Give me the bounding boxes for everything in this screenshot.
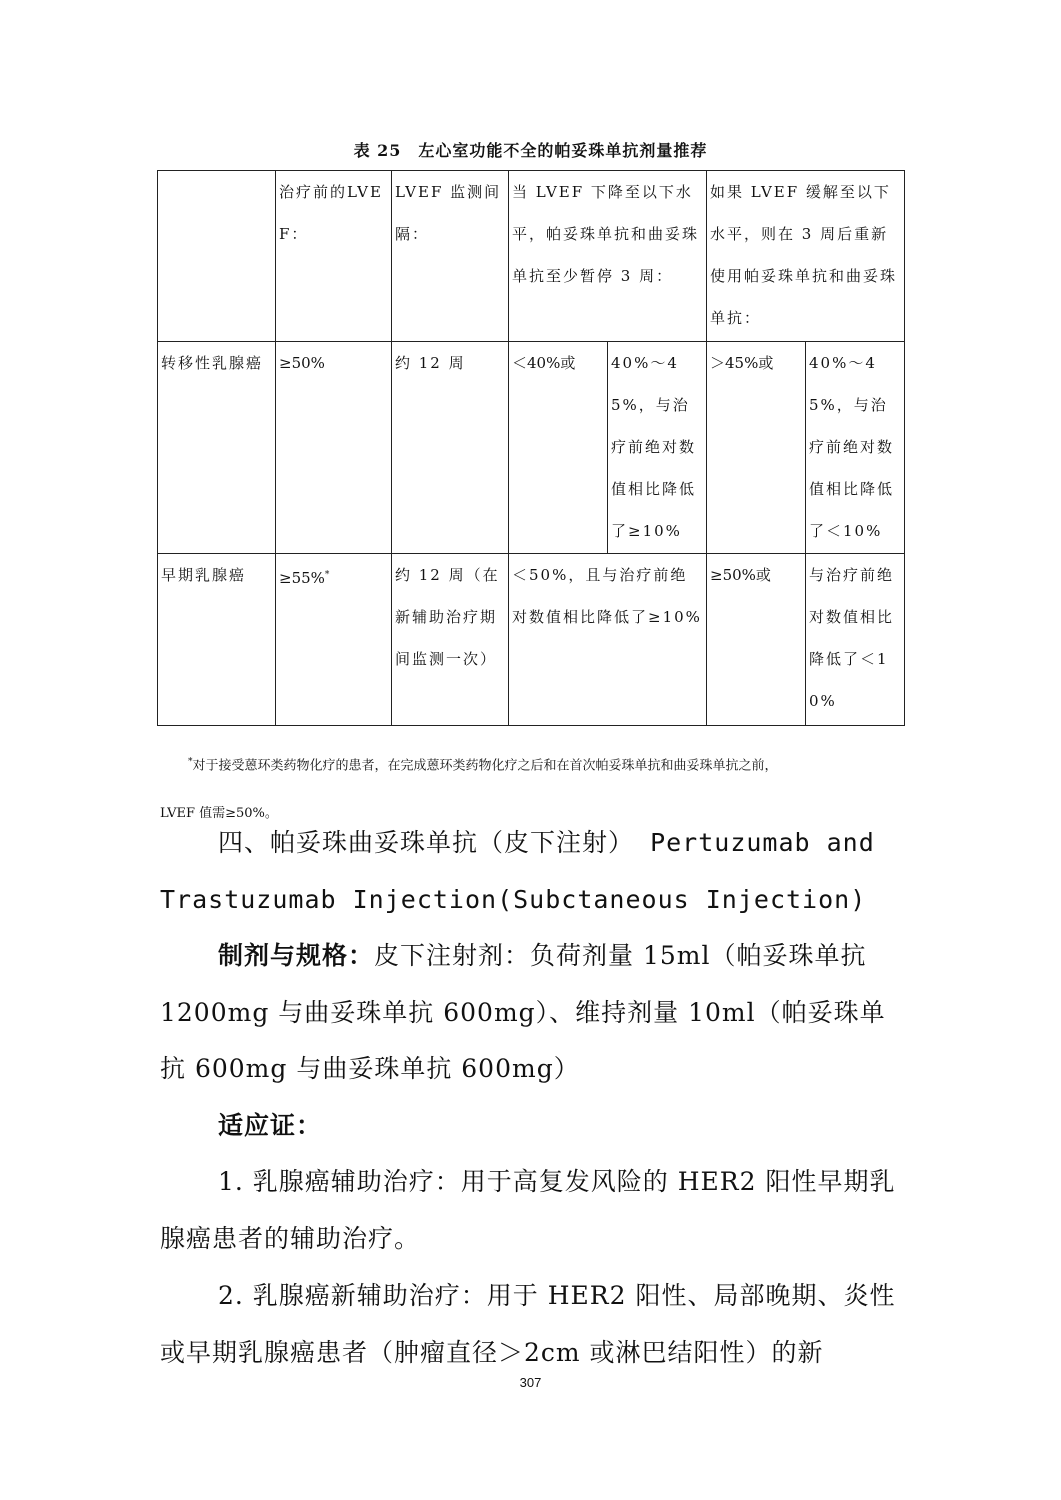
footnote-line-1 bbox=[160, 738, 910, 790]
header-cell-monitoring-interval: LVEF 监测间隔： bbox=[392, 171, 509, 342]
footnote-text: 对于接受蒽环类药物化疗的患者，在完成蒽环类药物化疗之后和在首次帕妥珠单抗和曲妥珠单抗之前， bbox=[192, 758, 778, 774]
table-header-row bbox=[158, 171, 905, 342]
baseline-value: ≥55% bbox=[279, 569, 325, 587]
cell-cancer-type: 转移性乳腺癌 bbox=[158, 342, 276, 554]
page-number: 307 bbox=[519, 1375, 542, 1390]
indication-item bbox=[160, 1154, 902, 1267]
indication-text: 2. 乳腺癌新辅助治疗：用于 HER2 阳性、局部晚期、炎性或早期乳腺癌患者（肿瘤直径＞2cm 或淋巴结阳性）的新 bbox=[160, 1281, 896, 1367]
header-cell-empty bbox=[158, 171, 276, 342]
cell-resume-b: 40%～45%，与治疗前绝对数值相比降低了＜10% bbox=[806, 342, 905, 554]
indications-label: 适应证： bbox=[218, 1111, 323, 1140]
cell-monitoring-interval: 约 12 周 bbox=[392, 342, 509, 554]
cell-hold-b: 40%～45%，与治疗前绝对数值相比降低了≥10% bbox=[608, 342, 707, 554]
cell-monitoring-interval: 约 12 周（在新辅助治疗期间监测一次） bbox=[392, 554, 509, 726]
table-row bbox=[158, 342, 905, 554]
cell-baseline-lvef: ≥50% bbox=[276, 342, 392, 554]
cell-baseline-lvef bbox=[276, 554, 392, 726]
formulation-text: 皮下注射剂：负荷剂量 15ml（帕妥珠单抗 1200mg 与曲妥珠单抗 600mg）、维持剂量 10ml（帕妥珠单抗 600mg 与曲妥珠单抗 600mg） bbox=[160, 941, 886, 1083]
table-row bbox=[158, 554, 905, 726]
cell-resume-a: ＞45%或 bbox=[707, 342, 806, 554]
footnote-marker: * bbox=[188, 757, 193, 767]
table-caption: 表 25 左心室功能不全的帕妥珠单抗剂量推荐 bbox=[353, 141, 708, 160]
header-cell-resume-threshold: 如果 LVEF 缓解至以下水平，则在 3 周后重新使用帕妥珠单抗和曲妥珠单抗： bbox=[707, 171, 905, 342]
indication-item bbox=[160, 1268, 902, 1381]
indications-heading bbox=[160, 1098, 902, 1155]
cell-hold: ＜50%，且与治疗前绝对数值相比降低了≥10% bbox=[509, 554, 707, 726]
cell-resume-a: ≥50%或 bbox=[707, 554, 806, 726]
section-heading bbox=[160, 815, 902, 928]
header-cell-hold-threshold: 当 LVEF 下降至以下水平，帕妥珠单抗和曲妥珠单抗至少暂停 3 周： bbox=[509, 171, 707, 342]
formulation-paragraph bbox=[160, 928, 902, 1098]
section-heading-cn: 四、帕妥珠曲妥珠单抗（皮下注射） bbox=[218, 828, 635, 857]
cell-hold-a: ＜40%或 bbox=[509, 342, 608, 554]
formulation-label: 制剂与规格： bbox=[218, 941, 375, 970]
lvef-dosing-table bbox=[157, 170, 905, 726]
indication-text: 1. 乳腺癌辅助治疗：用于高复发风险的 HER2 阳性早期乳腺癌患者的辅助治疗。 bbox=[160, 1167, 896, 1253]
header-cell-baseline-lvef: 治疗前的LVEF： bbox=[276, 171, 392, 342]
section-heading-en: Pertuzumab and Trastuzumab Injection(Subctaneous Injection) bbox=[160, 828, 875, 914]
cell-cancer-type: 早期乳腺癌 bbox=[158, 554, 276, 726]
footnote-marker: * bbox=[324, 570, 330, 580]
cell-resume-b: 与治疗前绝对数值相比降低了＜10% bbox=[806, 554, 905, 726]
footnote-line-2: LVEF 值需≥50%。 bbox=[160, 806, 278, 822]
